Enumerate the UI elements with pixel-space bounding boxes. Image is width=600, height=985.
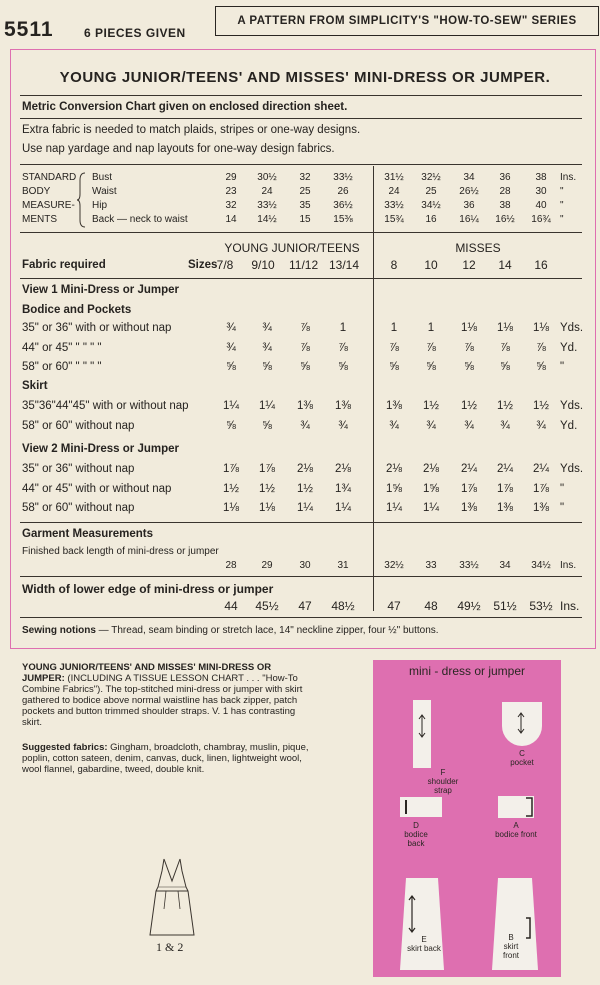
piece-label-b: B skirt front [502, 933, 519, 960]
yardage-row-cell: 1⅛ [259, 502, 275, 514]
lower-edge-width-cell: 44 [224, 599, 238, 613]
yardage-row-cell: 2¼ [533, 463, 549, 475]
dress-sketch-icon [142, 857, 202, 939]
lower-edge-width-cell: 45½ [255, 599, 279, 613]
yardage-section-title: Bodice and Pockets [22, 304, 132, 316]
yardage-row-unit: " [560, 502, 565, 514]
size-heading: 11/12 [289, 258, 319, 272]
yardage-row-cell: ⅝ [426, 361, 436, 373]
measure-row-label: Waist [92, 186, 117, 197]
yardage-row-cell: 1½ [497, 400, 513, 412]
note-plaids: Extra fabric is needed to match plaids, stripes or one-way designs. [22, 124, 361, 136]
yardage-row-cell: ¾ [262, 322, 272, 334]
pieces-count: 6 PIECES GIVEN [84, 26, 186, 40]
suggested-fabrics-text: Gingham, broadcloth, chambray, muslin, pique, poplin, cotton sateen, denim, canvas, duck, linen, lightweight wool, wool flannel, gabardine, tweed, double knit. [22, 742, 309, 775]
yardage-row-cell: ⅝ [262, 420, 272, 432]
yardage-row-cell: ¾ [262, 342, 272, 354]
measure-row-cell: 38 [535, 172, 547, 183]
measure-row-cell: 33½ [333, 172, 353, 183]
young-junior-teens-heading: YOUNG JUNIOR/TEENS [224, 241, 360, 255]
yardage-row-unit: Yd. [560, 342, 578, 354]
page-title: YOUNG JUNIOR/TEENS' AND MISSES' MINI-DRESS OR JUMPER. [59, 69, 551, 86]
yardage-row-cell: 1⅞ [461, 483, 477, 495]
yardage-row-cell: 2⅛ [297, 463, 313, 475]
measure-row-cell: 25 [425, 186, 437, 197]
measure-row-cell: 36 [499, 172, 511, 183]
size-heading: 10 [424, 258, 438, 272]
measure-row-cell: 16½ [495, 214, 515, 225]
yardage-row-cell: 1⅛ [497, 322, 513, 334]
finished-length-cell: 30 [299, 560, 311, 571]
measure-row-cell: 16 [425, 214, 437, 225]
yardage-row-cell: ¾ [226, 322, 236, 334]
measure-group-label: MEASURE- [22, 200, 75, 211]
divider [20, 95, 582, 96]
yardage-section-title: View 2 Mini-Dress or Jumper [22, 443, 180, 455]
yardage-row-cell: ⅝ [389, 361, 399, 373]
yardage-row-cell: 1⅛ [223, 502, 239, 514]
yardage-row-cell: ⅞ [338, 342, 348, 354]
lower-edge-width-cell: 49½ [457, 599, 481, 613]
measure-row-cell: 15 [299, 214, 311, 225]
size-heading: 16 [534, 258, 548, 272]
sizes-label: Sizes [188, 259, 218, 271]
yardage-row-label: 58" or 60" without nap [22, 502, 135, 514]
yardage-row-cell: 1¼ [259, 400, 275, 412]
description-body: (INCLUDING A TISSUE LESSON CHART . . . "How-To Combine Fabrics"). The top-stitched mini-dress or jumper with skirt gathered to bodice above normal waistline has back zipper, patch pockets and button trimmed shoulder straps. V. 1 has contrasting skirt. [22, 673, 303, 728]
measure-row-cell: 38 [499, 200, 511, 211]
measure-row-unit: " [560, 200, 564, 211]
yardage-row-cell: 1 [390, 322, 398, 334]
size-heading: 8 [390, 258, 398, 272]
finished-length-cell: 33 [425, 560, 437, 571]
divider [20, 232, 582, 233]
yardage-row-cell: ⅞ [426, 342, 436, 354]
measure-row-cell: 32 [225, 200, 237, 211]
measure-row-cell: 26 [337, 186, 349, 197]
yardage-row-cell: 1⅞ [497, 483, 513, 495]
yardage-row-cell: 2¼ [461, 463, 477, 475]
measure-row-cell: 23 [225, 186, 237, 197]
measure-row-label: Bust [92, 172, 113, 183]
sewing-notions-label: Sewing notions [22, 625, 96, 636]
yardage-row-cell: 1¼ [423, 502, 439, 514]
yardage-row-cell: ⅝ [226, 361, 236, 373]
brace-icon [77, 172, 87, 228]
size-heading: 7/8 [216, 258, 234, 272]
piece-label-c: C pocket [510, 749, 534, 767]
fold-mark-icon [524, 797, 534, 817]
yardage-row-cell: ¾ [389, 420, 399, 432]
yardage-row-label: 44" or 45" " " " " [22, 342, 102, 354]
fold-mark-icon [402, 800, 410, 814]
yardage-row-cell: 1¼ [223, 400, 239, 412]
sewing-notions-text: — Thread, seam binding or stretch lace, 14" neckline zipper, four ½" buttons. [95, 625, 439, 636]
yardage-row-cell: 1⅛ [533, 322, 549, 334]
pattern-number: 5511 [4, 18, 54, 41]
yardage-row-cell: 2⅛ [335, 463, 351, 475]
yardage-row-cell: 1 [339, 322, 347, 334]
view-label: 1 & 2 [156, 940, 184, 954]
lower-edge-width-cell: 48 [424, 599, 438, 613]
yardage-row-cell: 1¾ [335, 483, 351, 495]
yardage-row-cell: 1½ [223, 483, 239, 495]
finished-length-cell: 28 [225, 560, 237, 571]
pattern-description [22, 662, 309, 728]
divider [20, 278, 582, 279]
yardage-row-cell: ¾ [464, 420, 474, 432]
measure-row-cell: 34 [463, 172, 475, 183]
yardage-row-cell: 1⅞ [223, 463, 239, 475]
yardage-row-cell: ⅞ [300, 342, 310, 354]
yardage-row-cell: 1¼ [335, 502, 351, 514]
measure-row-cell: 16¼ [459, 214, 479, 225]
size-heading: 14 [498, 258, 512, 272]
yardage-row-cell: 2⅛ [423, 463, 439, 475]
pattern-pieces-title: mini - dress or jumper [408, 664, 526, 678]
yardage-row-cell: ⅝ [338, 361, 348, 373]
measure-row-label: Hip [92, 200, 108, 211]
yardage-row-cell: ⅝ [226, 420, 236, 432]
measure-row-unit: " [560, 214, 564, 225]
yardage-row-cell: 1⅜ [461, 502, 477, 514]
yardage-row-cell: 1½ [423, 400, 439, 412]
piece-skirt-back [400, 878, 444, 970]
measure-row-unit: " [560, 186, 564, 197]
misses-heading: MISSES [455, 241, 501, 255]
yardage-row-cell: 1½ [259, 483, 275, 495]
measure-row-cell: 16¾ [531, 214, 551, 225]
measure-group-label: STANDARD [22, 172, 77, 183]
yardage-row-cell: 1⅝ [386, 483, 402, 495]
yardage-row-cell: 1½ [297, 483, 313, 495]
measure-row-cell: 28 [499, 186, 511, 197]
measure-group-label: BODY [22, 186, 51, 197]
suggested-fabrics-label: Suggested fabrics: [22, 742, 108, 753]
yardage-row-cell: ¾ [426, 420, 436, 432]
finished-length-cell: 29 [261, 560, 273, 571]
yardage-row-cell: 1⅞ [259, 463, 275, 475]
yardage-row-cell: ¾ [500, 420, 510, 432]
yardage-row-unit: " [560, 361, 565, 373]
measure-row-cell: 30 [535, 186, 547, 197]
yardage-row-cell: ⅝ [536, 361, 546, 373]
yardage-row-unit: Yd. [560, 420, 578, 432]
sewing-notions [22, 625, 439, 636]
lower-edge-width-unit: Ins. [560, 599, 580, 613]
measure-row-cell: 36½ [333, 200, 353, 211]
suggested-fabrics [22, 742, 309, 775]
yardage-row-cell: ⅝ [500, 361, 510, 373]
yardage-row-label: 58" or 60" without nap [22, 420, 135, 432]
divider [20, 576, 582, 577]
measure-row-cell: 33½ [257, 200, 277, 211]
yardage-row-label: 35"36"44"45" with or without nap [22, 400, 189, 412]
column-divider [373, 166, 374, 611]
yardage-row-cell: 2⅛ [386, 463, 402, 475]
yardage-section-title: View 1 Mini-Dress or Jumper [22, 284, 180, 296]
measure-row-cell: 25 [299, 186, 311, 197]
yardage-row-cell: 1½ [461, 400, 477, 412]
measure-row-label: Back — neck to waist [92, 214, 188, 225]
size-heading: 13/14 [329, 258, 360, 272]
divider [20, 522, 582, 523]
description-lead: YOUNG JUNIOR/TEENS' AND MISSES' MINI-DRESS OR JUMPER: [22, 662, 272, 684]
yardage-row-cell: ⅞ [300, 322, 310, 334]
garment-measurements-title: Garment Measurements [22, 528, 154, 540]
lower-edge-width-cell: 53½ [529, 599, 553, 613]
yardage-row-cell: 1⅞ [533, 483, 549, 495]
divider [20, 118, 582, 119]
measure-row-cell: 15¾ [384, 214, 404, 225]
yardage-row-cell: 1 [427, 322, 435, 334]
yardage-row-label: 35" or 36" with or without nap [22, 322, 172, 334]
yardage-row-cell: ¾ [338, 420, 348, 432]
yardage-section-title: Skirt [22, 380, 48, 392]
piece-label-e: E skirt back [407, 935, 441, 953]
yardage-row-cell: 1⅜ [335, 400, 351, 412]
measure-row-cell: 26½ [459, 186, 479, 197]
lower-edge-width-cell: 48½ [331, 599, 355, 613]
yardage-row-label: 35" or 36" without nap [22, 463, 135, 475]
lower-edge-width-cell: 47 [387, 599, 401, 613]
yardage-row-unit: " [560, 483, 565, 495]
yardage-row-unit: Yds. [560, 400, 584, 412]
measure-row-cell: 24 [388, 186, 400, 197]
finished-length-cell: 34½ [531, 560, 551, 571]
yardage-row-cell: 1⅛ [461, 322, 477, 334]
yardage-row-cell: ¾ [536, 420, 546, 432]
lower-edge-width-cell: 51½ [493, 599, 517, 613]
measure-row-cell: 24 [261, 186, 273, 197]
yardage-row-cell: 2¼ [497, 463, 513, 475]
size-heading: 12 [462, 258, 476, 272]
measure-row-cell: 33½ [384, 200, 404, 211]
yardage-row-cell: ⅝ [300, 361, 310, 373]
measure-row-cell: 36 [463, 200, 475, 211]
yardage-row-cell: 1⅝ [423, 483, 439, 495]
yardage-row-unit: Yds. [560, 322, 584, 334]
piece-label-d: D bodice back [404, 821, 428, 848]
measure-row-cell: 14 [225, 214, 237, 225]
yardage-row-cell: 1½ [533, 400, 549, 412]
measure-row-cell: 40 [535, 200, 547, 211]
lower-edge-width-label: Width of lower edge of mini-dress or jumper [22, 582, 274, 596]
yardage-row-cell: ⅞ [389, 342, 399, 354]
metric-note: Metric Conversion Chart given on enclosed direction sheet. [22, 101, 348, 113]
note-nap: Use nap yardage and nap layouts for one-way design fabrics. [22, 143, 335, 155]
measure-row-cell: 30½ [257, 172, 277, 183]
measure-row-cell: 14½ [257, 214, 277, 225]
grainline-arrow-icon [417, 714, 427, 738]
yardage-row-unit: Yds. [560, 463, 584, 475]
grainline-arrow-icon [516, 712, 526, 734]
finished-length-cell: 31 [337, 560, 349, 571]
yardage-row-cell: ⅝ [262, 361, 272, 373]
finished-length-cell: 33½ [459, 560, 479, 571]
fabric-required-label: Fabric required [22, 259, 106, 271]
finished-length-cell: 32½ [384, 560, 404, 571]
size-heading: 9/10 [251, 258, 275, 272]
yardage-row-cell: ⅞ [536, 342, 546, 354]
divider [20, 164, 582, 165]
yardage-row-label: 44" or 45" with or without nap [22, 483, 172, 495]
yardage-row-cell: 1⅜ [386, 400, 402, 412]
yardage-row-cell: 1¼ [386, 502, 402, 514]
piece-label-f: F shoulder strap [427, 768, 459, 795]
yardage-row-cell: 1¼ [297, 502, 313, 514]
yardage-row-label: 58" or 60" " " " " [22, 361, 102, 373]
yardage-row-cell: 1⅜ [497, 502, 513, 514]
series-banner: A PATTERN FROM SIMPLICITY'S "HOW-TO-SEW" SERIES [215, 6, 599, 36]
finished-length-unit: Ins. [560, 560, 577, 571]
finished-length-cell: 34 [499, 560, 511, 571]
yardage-row-cell: ¾ [300, 420, 310, 432]
measure-row-cell: 34½ [421, 200, 441, 211]
measure-group-label: MENTS [22, 214, 57, 225]
divider [20, 617, 582, 618]
measure-row-cell: 35 [299, 200, 311, 211]
yardage-row-cell: ⅝ [464, 361, 474, 373]
measure-row-cell: 31½ [384, 172, 404, 183]
yardage-row-cell: 1⅜ [533, 502, 549, 514]
measure-row-cell: 15⅜ [333, 214, 353, 225]
measure-row-cell: 32 [299, 172, 311, 183]
finished-length-label: Finished back length of mini-dress or jumper [22, 546, 219, 557]
lower-edge-width-cell: 47 [298, 599, 312, 613]
measure-row-cell: 32½ [421, 172, 441, 183]
yardage-row-cell: ⅞ [464, 342, 474, 354]
measure-row-cell: 29 [225, 172, 237, 183]
piece-label-a: A bodice front [495, 821, 537, 839]
yardage-row-cell: 1⅜ [297, 400, 313, 412]
yardage-row-cell: ¾ [226, 342, 236, 354]
measure-row-unit: Ins. [560, 172, 577, 183]
yardage-row-cell: ⅞ [500, 342, 510, 354]
